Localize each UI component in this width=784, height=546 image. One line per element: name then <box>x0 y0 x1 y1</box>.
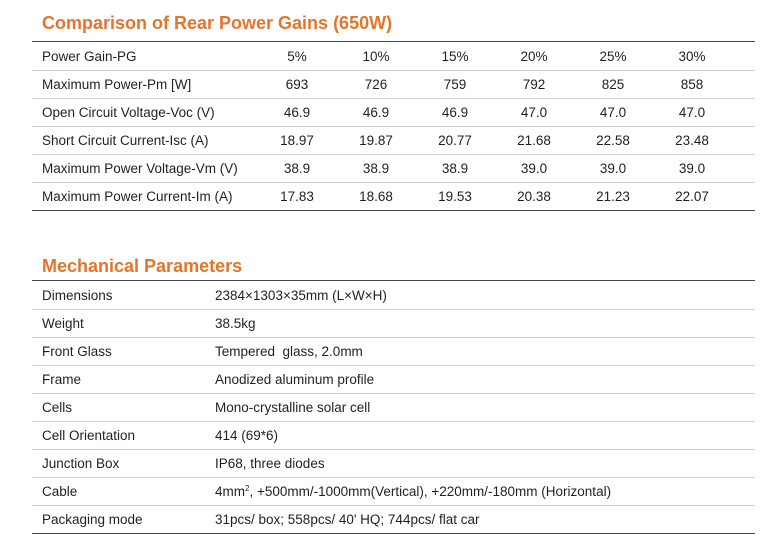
row-label: Frame <box>42 372 82 387</box>
table-cell: 46.9 <box>362 105 390 120</box>
row-label: Junction Box <box>42 456 120 471</box>
table-row <box>32 310 755 338</box>
table-row <box>32 155 755 183</box>
table-cell: 25% <box>599 49 627 64</box>
table-cell: 17.83 <box>280 189 314 204</box>
table-cell: 39.0 <box>678 161 706 176</box>
table-row <box>32 71 755 99</box>
table-cell: 825 <box>601 77 625 92</box>
table-cell: 858 <box>680 77 704 92</box>
table-row <box>32 99 755 127</box>
table-row <box>32 127 755 155</box>
table-cell: 18.68 <box>359 189 393 204</box>
row-value: IP68, three diodes <box>215 456 325 471</box>
rear-gains-title: Comparison of Rear Power Gains (650W) <box>42 13 393 33</box>
table-cell: 5% <box>287 49 307 64</box>
table-cell: 792 <box>522 77 546 92</box>
row-label: Maximum Power-Pm [W] <box>42 77 192 92</box>
table-cell: 39.0 <box>599 161 627 176</box>
table-row <box>32 338 755 366</box>
row-value: 414 (69*6) <box>215 428 279 443</box>
table-cell: 18.97 <box>280 133 314 148</box>
row-label: Short Circuit Current-Isc (A) <box>42 133 209 148</box>
table-cell: 47.0 <box>599 105 627 120</box>
row-value: 38.5kg <box>215 316 256 331</box>
row-label: Weight <box>42 316 84 331</box>
table-cell: 20% <box>520 49 548 64</box>
row-label: Maximum Power Current-Im (A) <box>42 189 233 204</box>
mechanical-title-rule <box>32 280 755 281</box>
table-cell: 38.9 <box>283 161 311 176</box>
table-cell: 47.0 <box>678 105 706 120</box>
table-cell: 46.9 <box>283 105 311 120</box>
table-cell: 759 <box>443 77 467 92</box>
row-label: Packaging mode <box>42 512 143 527</box>
table-cell: 19.53 <box>438 189 472 204</box>
row-label: Dimensions <box>42 288 113 303</box>
row-value: Anodized aluminum profile <box>215 372 375 387</box>
table-cell: 20.77 <box>438 133 472 148</box>
table-row <box>32 183 755 211</box>
row-label: Front Glass <box>42 344 112 359</box>
row-label: Open Circuit Voltage-Voc (V) <box>42 105 215 120</box>
table-cell: 23.48 <box>675 133 709 148</box>
mechanical-title: Mechanical Parameters <box>42 256 243 276</box>
table-cell: 693 <box>285 77 309 92</box>
table-cell: 30% <box>678 49 706 64</box>
row-value: Mono-crystalline solar cell <box>215 400 371 415</box>
row-label: Power Gain-PG <box>42 49 137 64</box>
row-value: 31pcs/ box; 558pcs/ 40' HQ; 744pcs/ flat car <box>215 512 480 527</box>
table-row <box>32 450 755 478</box>
table-cell: 22.07 <box>675 189 709 204</box>
row-label: Cell Orientation <box>42 428 136 443</box>
row-value: Tempered glass, 2.0mm <box>215 344 363 359</box>
table-cell: 20.38 <box>517 189 551 204</box>
table-row <box>32 394 755 422</box>
table-cell: 39.0 <box>520 161 548 176</box>
table-cell: 21.23 <box>596 189 630 204</box>
row-value: 2384×1303×35mm (L×W×H) <box>215 288 387 303</box>
row-value: $4mm^2$, +500mm/-1000mm(Vertical), +220mm/-180mm (Horizontal) <box>215 484 612 499</box>
table-cell: 21.68 <box>517 133 551 148</box>
table-row <box>32 282 755 310</box>
table-cell: 47.0 <box>520 105 548 120</box>
table-cell: 38.9 <box>362 161 390 176</box>
table-cell: 46.9 <box>441 105 469 120</box>
table-row <box>32 422 755 450</box>
row-label: Maximum Power Voltage-Vm (V) <box>42 161 238 176</box>
table-row <box>32 366 755 394</box>
table-row <box>32 506 755 534</box>
row-label: Cells <box>42 400 73 415</box>
table-cell: 22.58 <box>596 133 630 148</box>
table-cell: 19.87 <box>359 133 393 148</box>
table-row <box>32 43 755 71</box>
row-label: Cable <box>42 484 78 499</box>
table-cell: 726 <box>364 77 388 92</box>
table-cell: 38.9 <box>441 161 469 176</box>
table-row <box>32 478 755 506</box>
rear-gains-title-rule <box>32 41 755 42</box>
table-cell: 15% <box>441 49 469 64</box>
table-cell: 10% <box>362 49 390 64</box>
